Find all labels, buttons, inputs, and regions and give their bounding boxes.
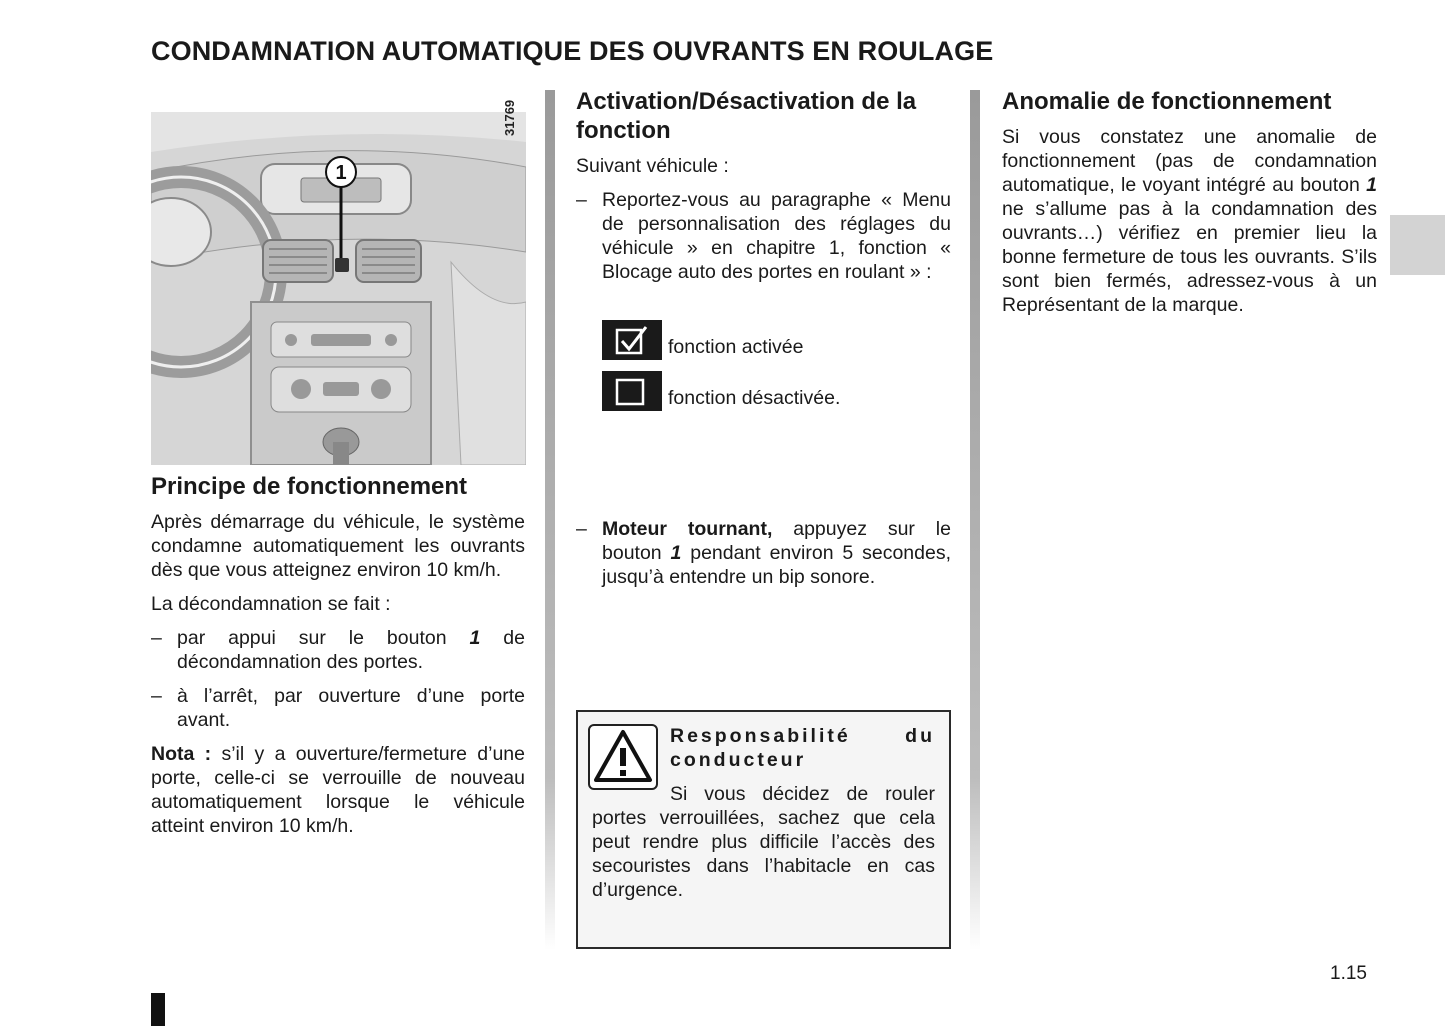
- activation-intro: Suivant véhicule :: [576, 155, 729, 177]
- warning-title: Responsabilité du conducteur: [670, 725, 935, 771]
- principe-paragraph-1: Après démarrage du véhicule, le système condamne automatiquement les ouvrants dès que vous atteignez environ 10 km/h.: [151, 511, 525, 581]
- page-number: 1.15: [1330, 963, 1367, 984]
- checkbox-unchecked-icon: [602, 371, 662, 411]
- warning-text: Si vous décidez de rouler portes verrouillées, sachez que cela peut rendre plus difficile l’accès des secouristes dans l’habitacle en cas d’urgence.: [592, 783, 935, 901]
- principe-paragraph-2: La décondamnation se fait :: [151, 593, 391, 615]
- activation-heading: Activation/Désactivation de la fonction: [576, 88, 917, 144]
- unchecked-label: fonction désactivée.: [668, 387, 841, 409]
- nota-paragraph: [151, 742, 525, 838]
- nota-label: Nota :: [151, 743, 212, 765]
- principe-section: [151, 510, 525, 838]
- dashboard-drawing: [151, 112, 526, 465]
- chapter-tab: [1390, 215, 1445, 275]
- checked-label: fonction activée: [668, 336, 804, 358]
- page-title: CONDAMNATION AUTOMATIQUE DES OUVRANTS EN ROULAGE: [151, 36, 994, 66]
- list-item: – à l’arrêt, par ouverture d’une porte avant.: [151, 684, 525, 732]
- callout-number: 1: [335, 162, 347, 184]
- list-item-text: par appui sur le bouton: [177, 627, 470, 649]
- warning-icon: [588, 724, 658, 790]
- button-ref: 1: [1366, 174, 1377, 196]
- anomalie-text: Si vous constatez une anomalie de fonctionnement (pas de condamnation automatique, le voyant intégré au bouton: [1002, 126, 1377, 196]
- list-item-text: appuyez sur le bouton: [602, 518, 951, 564]
- list-item-bold: Moteur tournant,: [602, 518, 773, 540]
- button-ref: 1: [469, 627, 481, 649]
- illustration-reference: 31769: [502, 99, 517, 137]
- button-ref: 1: [670, 542, 682, 564]
- principe-heading: Principe de fonctionnement: [151, 473, 468, 500]
- anomalie-paragraph: [1002, 125, 1377, 317]
- list-item: – Reportez-vous au paragraphe « Menu de personnalisation des réglages du véhicule » en chapitre 1, fonction « Blocage auto des portes en roulant » :: [576, 188, 951, 284]
- list-item-text: pendant environ 5 secondes, jusqu’à entendre un bip sonore.: [602, 542, 952, 588]
- nota-text: s’il y a ouverture/fermeture d’une porte, celle-ci se verrouille de nouveau automatiquement lorsque le véhicule atteint environ 10 km/h.: [151, 743, 525, 837]
- list-item: [151, 626, 525, 674]
- warning-box: [576, 710, 951, 949]
- anomalie-heading: Anomalie de fonctionnement: [1002, 88, 1332, 115]
- column-divider-right: [970, 90, 980, 950]
- column-divider-left: [545, 90, 555, 950]
- checkbox-checked-icon: [602, 320, 662, 360]
- page-marker: [151, 993, 165, 1026]
- list-item-text: de décondamnation des portes.: [177, 627, 525, 673]
- list-item: [576, 517, 951, 589]
- dashboard-illustration: [151, 112, 526, 465]
- anomalie-text: ne s’allume pas à la condamnation des ouvrants…) vérifiez en premier lieu la bonne fermeture de tous les ouvrants. S’ils sont bien fermés, adressez-vous à un Représentant de la marque.: [1002, 198, 1377, 316]
